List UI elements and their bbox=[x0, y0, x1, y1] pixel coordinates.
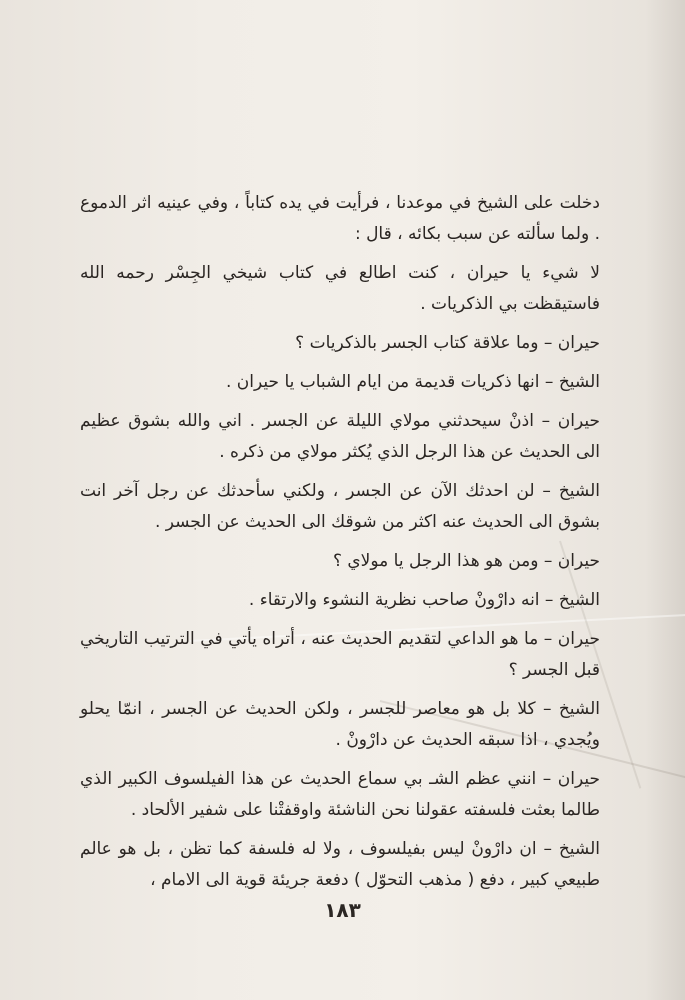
paragraph-dialogue: الشيخ – كلا بل هو معاصر للجسر ، ولكن الحديث عن الجسر ، انمّا يحلو ويُجدي ، اذا سبقه الحديث عن دارْونْ . bbox=[80, 699, 600, 750]
paragraph-dialogue: الشيخ – انه دارْونْ صاحب نظرية النشوء والارتقاء . bbox=[248, 590, 600, 610]
paragraph-dialogue: حيران – ومن هو هذا الرجل يا مولاي ؟ bbox=[332, 551, 600, 571]
paragraph-sheikh-reply: لا شيء يا حيران ، كنت اطالع في كتاب شيخي الجِسْر رحمه الله فاستيقظت بي الذكريات . bbox=[80, 263, 600, 314]
paragraph-dialogue: حيران – وما علاقة كتاب الجسر بالذكريات ؟ bbox=[295, 333, 600, 353]
paragraph-dialogue: الشيخ – ان دارْونْ ليس بفيلسوف ، ولا له فلسفة كما تظن ، بل هو عالم طبيعي كبير ، دفع ( مذهب التحوّل ) دفعة جريئة قوية الى الامام ، bbox=[80, 839, 600, 890]
paragraph-dialogue: الشيخ – انها ذكريات قديمة من ايام الشباب يا حيران . bbox=[226, 372, 600, 392]
paragraph-dialogue: حيران – اذنْ سيحدثني مولاي الليلة عن الجسر . اني والله بشوق عظيم الى الحديث عن هذا الرجل الذي يُكثر مولاي من ذكره . bbox=[80, 411, 600, 462]
spine-shadow bbox=[645, 0, 685, 1000]
page-body bbox=[80, 188, 600, 904]
page-number: ١٨٣ bbox=[324, 898, 361, 922]
paragraph-dialogue: الشيخ – لن احدثك الآن عن الجسر ، ولكني سأحدثك عن رجل آخر انت بشوق الى الحديث عنه اكثر من شوقك الى الحديث عن الجسر . bbox=[80, 481, 600, 532]
paragraph-dialogue: حيران – ما هو الداعي لتقديم الحديث عنه ، أتراه يأتي في الترتيب التاريخي قبل الجسر ؟ bbox=[80, 629, 600, 680]
paragraph-dialogue: حيران – انني عظم الشـ بي سماع الحديث عن هذا الفيلسوف الكبير الذي طالما بعثت فلسفته عقولنا نحن الناشئة واوقفتْنا على شفير الألحاد . bbox=[80, 769, 600, 820]
paragraph-intro: دخلت على الشيخ في موعدنا ، فرأيت في يده كتاباً ، وفي عينيه اثر الدموع . ولما سألته عن سبب بكائه ، قال : bbox=[80, 193, 600, 244]
